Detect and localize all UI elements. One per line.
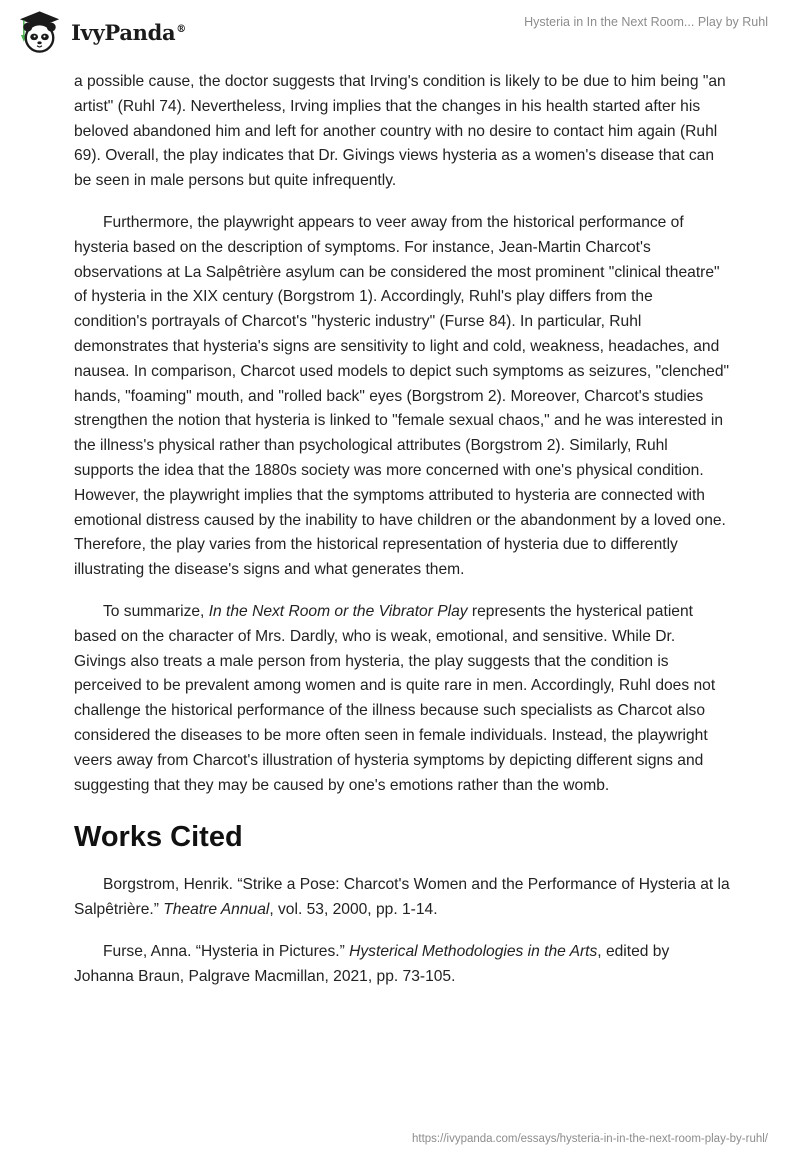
citation-source: Theatre Annual xyxy=(163,901,270,919)
source-url[interactable]: https://ivypanda.com/essays/hysteria-in-in-the-next-room-play-by-ruhl/ xyxy=(412,1133,768,1145)
registered-mark: ® xyxy=(176,23,186,35)
works-cited-heading: Works Cited xyxy=(74,821,243,854)
brand-name: IvyPanda® xyxy=(71,19,186,45)
paragraph-summary xyxy=(74,600,730,798)
panda-graduate-icon xyxy=(16,9,63,55)
citation-details: , vol. 53, 2000, pp. 1-14. xyxy=(269,901,438,919)
citation-details: , edited by Johanna Braun, Palgrave Macmillan, 2021, pp. 73-105. xyxy=(74,942,670,985)
summary-lead: To summarize, xyxy=(103,602,209,620)
citation-text: Borgstrom, Henrik. “Strike a Pose: Charcot's Women and the Performance of Hysteria at la Salpêtrière.” xyxy=(74,876,730,919)
summary-body: represents the hysterical patient based on the character of Mrs. Dardly, who is weak, emotional, and sensitive. While Dr. Givings also treats a male person from hysteria, the play suggests that the condition is perceived to be prevalent among women and is quite rare in men. Accordingly, Ruhl does not challenge the historical performance of the illness because such specialists as Charcot also considered the diseases to be more often seen in female individuals. Instead, the playwright veers away from Charcot's illustration of hysteria symptoms by depicting different signs and suggesting that they may be caused by one's emotions rather than the womb. xyxy=(74,602,716,794)
paragraph-continuation: a possible cause, the doctor suggests that Irving's condition is likely to be due to him being "an artist" (Ruhl 74). Nevertheless, Irving implies that the changes in his health started after his beloved abandoned him and left for another country with no desire to contact him again (Ruhl 69). Overall, the play indicates that Dr. Givings views hysteria as a women's disease that can be seen in male persons but quite infrequently. xyxy=(74,73,726,190)
play-title: In the Next Room or the Vibrator Play xyxy=(208,602,468,620)
page-header xyxy=(0,0,800,70)
essay-body xyxy=(74,70,730,990)
citation-entry xyxy=(74,940,730,990)
citation-entry xyxy=(74,873,730,923)
ivypanda-logo[interactable] xyxy=(16,9,186,55)
citation-source: Hysterical Methodologies in the Arts xyxy=(349,942,598,960)
citation-text: Furse, Anna. “Hysteria in Pictures.” xyxy=(103,942,350,960)
document-title: Hysteria in In the Next Room... Play by Ruhl xyxy=(524,15,768,29)
paragraph-historical-performance: Furthermore, the playwright appears to veer away from the historical performance of hysteria based on the description of symptoms. For instance, Jean-Martin Charcot's observations at La Salpêtrière asylum can be considered the most prominent "clinical theatre" of hysteria in the XIX century (Borgstrom 1). Accordingly, Ruhl's play differs from the condition's portrayals of Charcot's "hysteric industry" (Furse 84). In particular, Ruhl demonstrates that hysteria's signs are sensitivity to light and cold, weakness, headaches, and nausea. In comparison, Charcot used models to depict such symptoms as seizures, "clenched" hands, "foaming" mouth, and "rolled back" eyes (Borgstrom 2). Moreover, Charcot's studies strengthen the notion that hysteria is linked to "female sexual chaos," and he was interested in the illness's physical rather than psychological attributes (Borgstrom 2). Similarly, Ruhl supports the idea that the 1880s society was more concerned with one's physical condition. However, the playwright implies that the symptoms attributed to hysteria are connected with emotional distress caused by the inability to have children or the abandonment by a loved one. Therefore, the play varies from the historical representation of hysteria due to differently illustrating the disease's signs and what generates them. xyxy=(74,213,730,579)
